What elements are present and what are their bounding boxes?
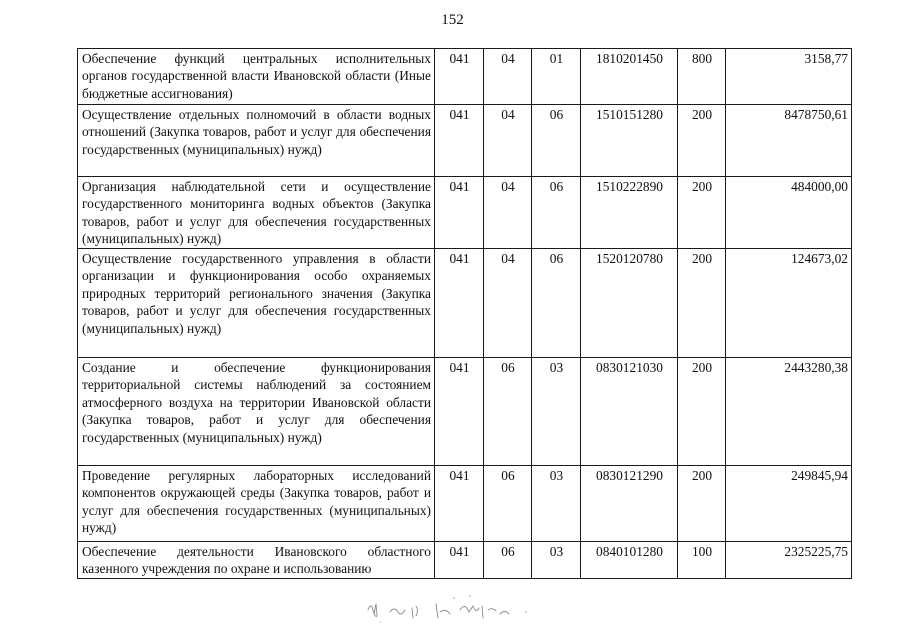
row-ministry-code: 041 xyxy=(435,542,484,579)
row-description: Обеспечение функций центральных исполнительных органов государственной власти Ивановской области (Иные бюджетные ассигнования) xyxy=(78,49,435,105)
row-target-article: 1510151280 xyxy=(581,105,678,177)
row-subsection-code: 06 xyxy=(532,249,581,358)
row-section-code: 04 xyxy=(484,177,532,249)
row-description: Создание и обеспечение функционирования территориальной системы наблюдений за состоянием атмосферного воздуха на территории Ивановской области (Закупка товаров, работ и услуг для обеспечения государственных (муниципальных) нужд) xyxy=(78,358,435,466)
row-section-code: 04 xyxy=(484,105,532,177)
row-section-code: 06 xyxy=(484,542,532,579)
row-subsection-code: 01 xyxy=(532,49,581,105)
row-expense-type: 200 xyxy=(678,249,726,358)
table-row xyxy=(78,466,852,542)
row-amount: 2443280,38 xyxy=(726,358,852,466)
row-section-code: 04 xyxy=(484,249,532,358)
row-subsection-code: 03 xyxy=(532,466,581,542)
row-section-code: 06 xyxy=(484,466,532,542)
row-ministry-code: 041 xyxy=(435,49,484,105)
row-target-article: 0840101280 xyxy=(581,542,678,579)
row-subsection-code: 06 xyxy=(532,105,581,177)
row-amount: 484000,00 xyxy=(726,177,852,249)
row-target-article: 1810201450 xyxy=(581,49,678,105)
row-amount: 8478750,61 xyxy=(726,105,852,177)
row-ministry-code: 041 xyxy=(435,249,484,358)
row-expense-type: 200 xyxy=(678,466,726,542)
table-row xyxy=(78,49,852,105)
row-subsection-code: 06 xyxy=(532,177,581,249)
row-expense-type: 200 xyxy=(678,105,726,177)
row-description: Осуществление государственного управления в области организации и функционирования особо охраняемых природных территорий регионального значения (Закупка товаров, работ и услуг для обеспечения государственных (муниципальных) нужд) xyxy=(78,249,435,358)
row-target-article: 1520120780 xyxy=(581,249,678,358)
row-description: Осуществление отдельных полномочий в области водных отношений (Закупка товаров, работ и услуг для обеспечения государственных (муниципальных) нужд) xyxy=(78,105,435,177)
row-target-article: 0830121290 xyxy=(581,466,678,542)
scan-marks xyxy=(350,592,550,632)
row-ministry-code: 041 xyxy=(435,105,484,177)
table-row xyxy=(78,249,852,358)
row-amount: 124673,02 xyxy=(726,249,852,358)
table-row xyxy=(78,177,852,249)
row-section-code: 04 xyxy=(484,49,532,105)
row-expense-type: 200 xyxy=(678,177,726,249)
page-number: 152 xyxy=(441,12,464,28)
row-ministry-code: 041 xyxy=(435,177,484,249)
row-expense-type: 200 xyxy=(678,358,726,466)
row-section-code: 06 xyxy=(484,358,532,466)
handwritten-mark-icon xyxy=(350,592,540,628)
row-amount: 3158,77 xyxy=(726,49,852,105)
budget-table xyxy=(77,48,852,579)
row-target-article: 0830121030 xyxy=(581,358,678,466)
row-description: Проведение регулярных лабораторных исследований компонентов окружающей среды (Закупка товаров, работ и услуг для обеспечения государственных (муниципальных) нужд) xyxy=(78,466,435,542)
row-ministry-code: 041 xyxy=(435,358,484,466)
row-amount: 249845,94 xyxy=(726,466,852,542)
row-target-article: 1510222890 xyxy=(581,177,678,249)
row-subsection-code: 03 xyxy=(532,542,581,579)
row-expense-type: 100 xyxy=(678,542,726,579)
row-description: Обеспечение деятельности Ивановского областного казенного учреждения по охране и использованию xyxy=(78,542,435,579)
row-expense-type: 800 xyxy=(678,49,726,105)
table-row xyxy=(78,105,852,177)
row-subsection-code: 03 xyxy=(532,358,581,466)
row-description: Организация наблюдательной сети и осуществление государственного мониторинга водных объектов (Закупка товаров, работ и услуг для обеспечения государственных (муниципальных) нужд) xyxy=(78,177,435,249)
table-row xyxy=(78,542,852,579)
row-amount: 2325225,75 xyxy=(726,542,852,579)
table-row xyxy=(78,358,852,466)
row-ministry-code: 041 xyxy=(435,466,484,542)
